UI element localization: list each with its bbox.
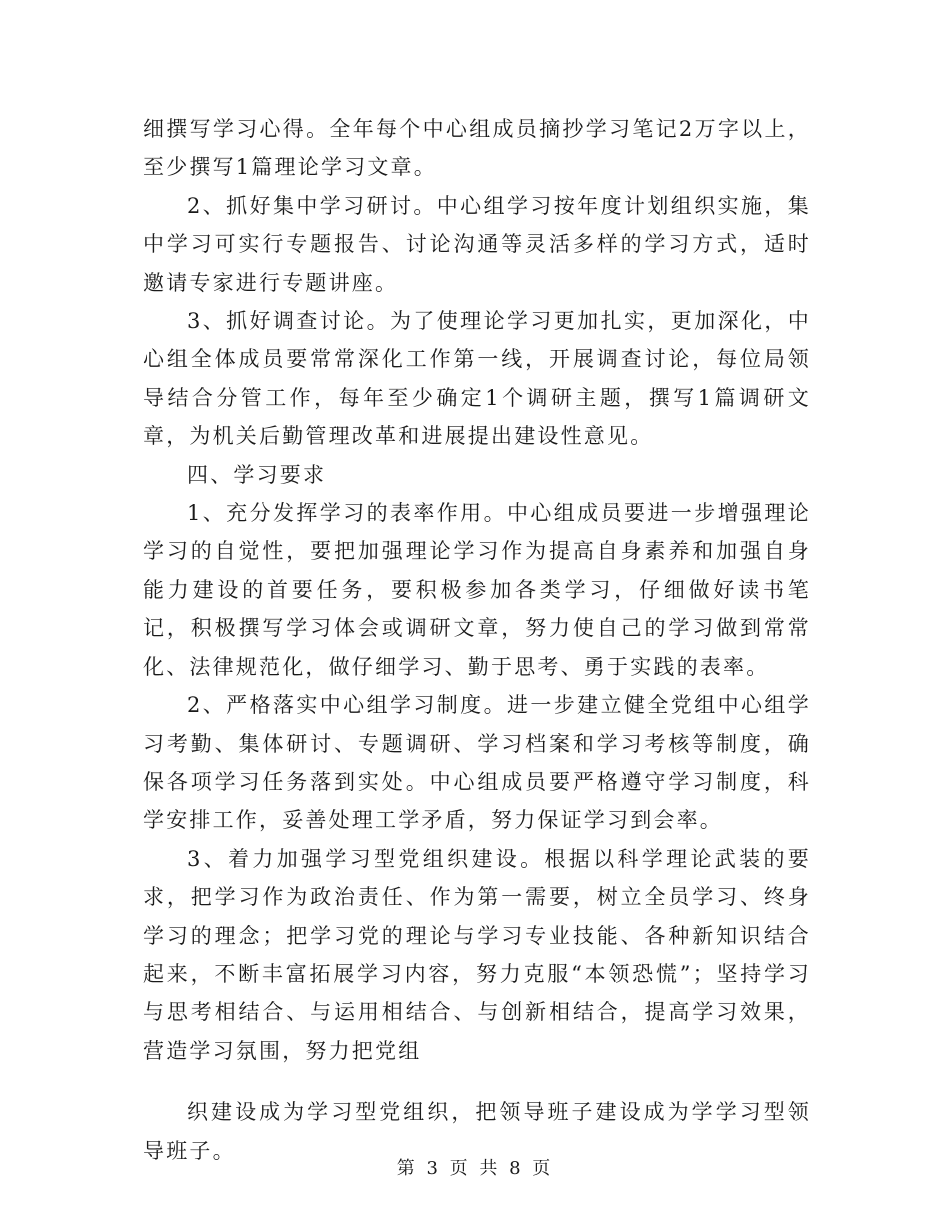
paragraph-exemplary-role: 1、充分发挥学习的表率作用。中心组成员要进一步增强理论学习的自觉性，要把加强理论学习作为提高自身素养和加强自身能力建设的首要任务，要积极参加各类学习，仔细做好读书笔记，积极撰写学习体会或调研文章，努力使自己的学习做到常常化、法律规范化，做仔细学习、勤于思考、勇于实践的表率。 <box>143 501 811 679</box>
paragraph-study-notes-continued: 细撰写学习心得。全年每个中心组成员摘抄学习笔记2万字以上，至少撰写1篇理论学习文章。 <box>143 117 811 180</box>
paragraph-research-survey: 3、抓好调查讨论。为了使理论学习更加扎实，更加深化，中心组全体成员要常常深化工作第一线，开展调查讨论，每位局领导结合分管工作，每年至少确定1个调研主题，撰写1篇调研文章，为机关后勤管理改革和进展提出建设性意见。 <box>143 309 811 449</box>
page-number-footer: 第 3 页 共 8 页 <box>396 1158 554 1179</box>
paragraph-centralized-study: 2、抓好集中学习研讨。中心组学习按年度计划组织实施，集中学习可实行专题报告、讨论沟通等灵活多样的学习方式，适时邀请专家进行专题讲座。 <box>143 193 811 295</box>
paragraph-learning-organization: 3、着力加强学习型党组织建设。根据以科学理论武装的要求，把学习作为政治责任、作为第一需要，树立全员学习、终身学习的理念；把学习党的理论与学习专业技能、各种新知识结合起来，不断丰富拓展学习内容，努力克服“本领恐慌”；坚持学习与思考相结合、与运用相结合、与创新相结合，提高学习效果，营造学习氛围，努力把党组 <box>143 846 811 1063</box>
paragraph-study-system: 2、严格落实中心组学习制度。进一步建立健全党组中心组学习考勤、集体研讨、专题调研、学习档案和学习考核等制度，确保各项学习任务落到实处。中心组成员要严格遵守学习制度，科学安排工作，妥善处理工学矛盾，努力保证学习到会率。 <box>143 693 811 833</box>
document-body <box>143 110 811 1170</box>
paragraph-learning-organization-continued: 织建设成为学习型党组织，把领导班子建设成为学学习型领导班子。 <box>143 1100 811 1163</box>
section-heading-study-requirements: 四、学习要求 <box>187 462 327 487</box>
